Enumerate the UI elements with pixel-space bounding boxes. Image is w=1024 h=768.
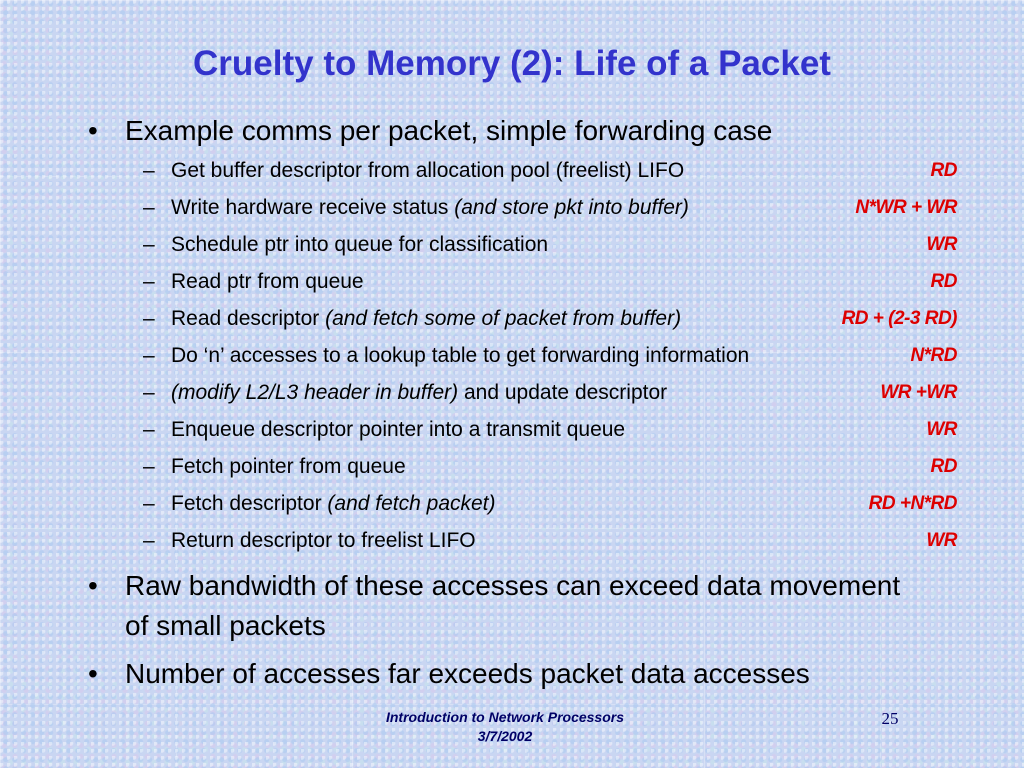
memory-cost: WR — [926, 419, 957, 440]
dash-icon: – — [143, 418, 155, 441]
memory-cost: RD — [930, 160, 957, 181]
memory-cost: N*RD — [910, 345, 957, 366]
sub-item-note: (and fetch packet) — [327, 492, 496, 515]
sub-item — [143, 269, 963, 295]
memory-cost: RD — [930, 271, 957, 292]
bullet-icon: • — [88, 115, 98, 146]
memory-cost: RD +N*RD — [868, 493, 957, 514]
sub-item-text — [171, 417, 625, 443]
memory-cost: RD — [930, 456, 957, 477]
sub-item-text — [171, 380, 667, 406]
sub-item-main: Get buffer descriptor from allocation pool (freelist) LIFO — [171, 159, 685, 182]
bullet-text: Example comms per packet, simple forwarding case — [125, 115, 773, 146]
sub-item-text — [171, 232, 548, 258]
dash-icon: – — [143, 381, 155, 404]
dash-icon: – — [143, 196, 155, 219]
sub-item-main: Write hardware receive status — [171, 196, 455, 219]
sub-item-main: Do ‘n’ accesses to a lookup table to get forwarding information — [171, 344, 750, 367]
sub-item-text — [171, 491, 496, 517]
dash-icon: – — [143, 529, 155, 552]
slide-title: Cruelty to Memory (2): Life of a Packet — [193, 44, 831, 83]
memory-cost: WR — [926, 530, 957, 551]
sub-item-main: Read descriptor — [171, 307, 326, 330]
memory-cost: N*WR + WR — [855, 197, 957, 218]
sub-item — [143, 232, 963, 258]
dash-icon: – — [143, 344, 155, 367]
sub-item-text — [171, 306, 681, 332]
sub-item — [143, 417, 963, 443]
sub-item-text — [171, 269, 364, 295]
sub-item-note: (and fetch some of packet from buffer) — [325, 307, 682, 330]
sub-item — [143, 380, 963, 406]
sub-item-text — [171, 195, 689, 221]
memory-cost: WR — [926, 234, 957, 255]
sub-item-text — [171, 343, 749, 369]
bullet-icon: • — [88, 658, 98, 689]
footer-title: Introduction to Network Processors — [385, 709, 625, 725]
sub-item-note: (and store pkt into buffer) — [454, 196, 689, 219]
sub-item-main: Return descriptor to freelist LIFO — [171, 529, 476, 552]
sub-item-main: Fetch descriptor — [171, 492, 328, 515]
dash-icon: – — [143, 455, 155, 478]
sub-item — [143, 343, 963, 369]
page-number: 25 — [881, 709, 899, 728]
bullet-text: Raw bandwidth of these accesses can exceed data movement of small packets — [125, 570, 901, 641]
sub-item-suffix: and update descriptor — [458, 381, 668, 404]
sub-item — [143, 528, 963, 554]
sub-item — [143, 158, 963, 184]
memory-cost: RD + (2-3 RD) — [841, 308, 957, 329]
sub-item — [143, 491, 963, 517]
dash-icon: – — [143, 233, 155, 256]
dash-icon: – — [143, 307, 155, 330]
footer-caption — [320, 708, 690, 746]
sub-item-text — [171, 158, 684, 184]
sub-item-text — [171, 528, 476, 554]
sub-item-main: Read ptr from queue — [171, 270, 364, 293]
bullet-icon: • — [88, 570, 98, 601]
sub-item-main: Schedule ptr into queue for classification — [171, 233, 549, 256]
sub-item — [143, 454, 963, 480]
sub-item-main: Enqueue descriptor pointer into a transmit queue — [171, 418, 626, 441]
sub-item — [143, 195, 963, 221]
dash-icon: – — [143, 159, 155, 182]
sub-item-main: Fetch pointer from queue — [171, 455, 406, 478]
dash-icon: – — [143, 270, 155, 293]
sub-item-text — [171, 454, 406, 480]
bullet-text: Number of accesses far exceeds packet data accesses — [125, 658, 810, 689]
footer-date: 3/7/2002 — [477, 728, 533, 744]
dash-icon: – — [143, 492, 155, 515]
bullet-2 — [88, 566, 988, 650]
sub-item-note: (modify L2/L3 header in buffer) — [171, 381, 459, 404]
sub-item — [143, 306, 963, 332]
memory-cost: WR +WR — [880, 382, 957, 403]
